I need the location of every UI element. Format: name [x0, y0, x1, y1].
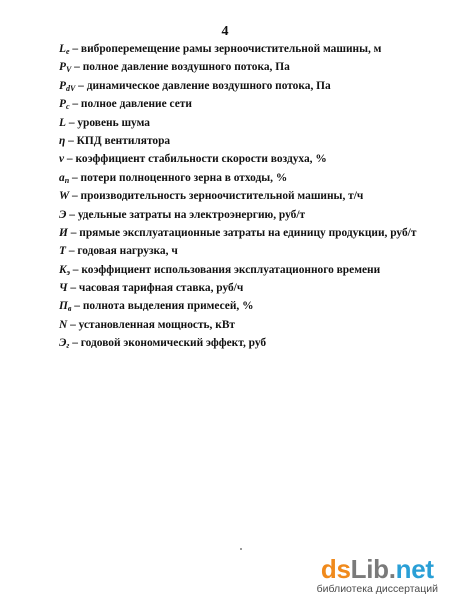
symbol-row: [59, 40, 439, 58]
watermark-logo-lib: Lib: [350, 554, 389, 584]
symbol: И: [59, 226, 68, 239]
symbol-row: [59, 169, 439, 187]
watermark-logo[interactable]: [317, 556, 438, 582]
symbol-row: [59, 150, 439, 168]
scan-speck: [240, 548, 242, 550]
symbol-row: [59, 95, 439, 113]
symbol-row: [59, 114, 439, 132]
symbol-subscript: э: [66, 267, 70, 277]
watermark-subtitle: библиотека диссертаций: [316, 583, 438, 595]
symbol: L: [59, 43, 66, 55]
symbol: ν: [59, 153, 65, 166]
symbol-subscript: c: [65, 102, 70, 112]
symbol-description: – производительность зерноочистительной машины, т/ч: [69, 190, 364, 203]
symbol-list: [59, 40, 439, 353]
symbol-row: [59, 187, 439, 205]
symbol-subscript: п: [64, 175, 70, 185]
symbol: Э: [59, 337, 67, 350]
symbol-description: – динамическое давление воздушного потока, Па: [75, 79, 331, 92]
symbol-description: – коэффициент стабильности скорости воздуха, %: [64, 153, 327, 166]
symbol: L: [59, 116, 66, 129]
symbol-description: – уровень шума: [65, 116, 150, 129]
symbol: Э: [59, 208, 67, 221]
symbol-description: – полное давление воздушного потока, Па: [71, 61, 290, 74]
watermark-logo-dot: .: [388, 554, 396, 584]
symbol-description: – виброперемещение рамы зерноочистительной машины, м: [69, 43, 382, 55]
symbol: η: [59, 134, 66, 147]
watermark[interactable]: [317, 556, 438, 596]
symbol-description: – потери полноценного зерна в отходы, %: [69, 171, 288, 184]
symbol: K: [59, 263, 67, 276]
symbol-row: [59, 58, 439, 76]
watermark-logo-ds: ds: [320, 554, 351, 584]
symbol: N: [59, 318, 68, 331]
symbol-description: – КПД вентилятора: [65, 134, 171, 147]
symbol-row: [59, 316, 439, 334]
symbol-row: [59, 132, 439, 150]
symbol-row: [59, 242, 439, 260]
watermark-logo-net: net: [395, 554, 434, 584]
symbol-description: – часовая тарифная ставка, руб/ч: [67, 282, 244, 295]
symbol-description: – годовой экономический эффект, руб: [69, 337, 267, 350]
symbol-subscript: dV: [65, 83, 76, 93]
symbol-description: – удельные затраты на электроэнергию, руб/т: [66, 208, 306, 221]
symbol-subscript: V: [65, 65, 72, 75]
symbol: a: [59, 171, 65, 184]
page-number: 4: [221, 24, 229, 39]
symbol: П: [59, 300, 68, 313]
symbol-row: [59, 334, 439, 352]
symbol: T: [59, 245, 66, 258]
symbol-description: – полнота выделения примесей, %: [71, 300, 254, 313]
symbol-description: – прямые эксплуатационные затраты на единицу продукции, руб/т: [67, 226, 417, 239]
symbol-row: [59, 261, 439, 279]
symbol-row: [59, 297, 439, 315]
symbol: Ч: [59, 282, 68, 295]
symbol-description: – годовая нагрузка, ч: [65, 245, 178, 258]
symbol-description: – коэффициент использования эксплуатационного времени: [69, 263, 381, 276]
symbol-description: – установленная мощность, кВт: [67, 318, 236, 331]
symbol-row: [59, 224, 439, 242]
symbol: W: [59, 190, 70, 203]
symbol-subscript: г: [66, 341, 70, 351]
symbol-row: [59, 206, 439, 224]
symbol-row: [59, 77, 439, 95]
symbol-description: – полное давление сети: [69, 98, 192, 111]
symbol-row: [59, 279, 439, 297]
symbol: P: [59, 98, 66, 111]
symbol: P: [59, 61, 66, 74]
symbol: P: [59, 79, 66, 92]
symbol-subscript: e: [65, 47, 70, 56]
symbol-subscript: в: [67, 304, 72, 314]
